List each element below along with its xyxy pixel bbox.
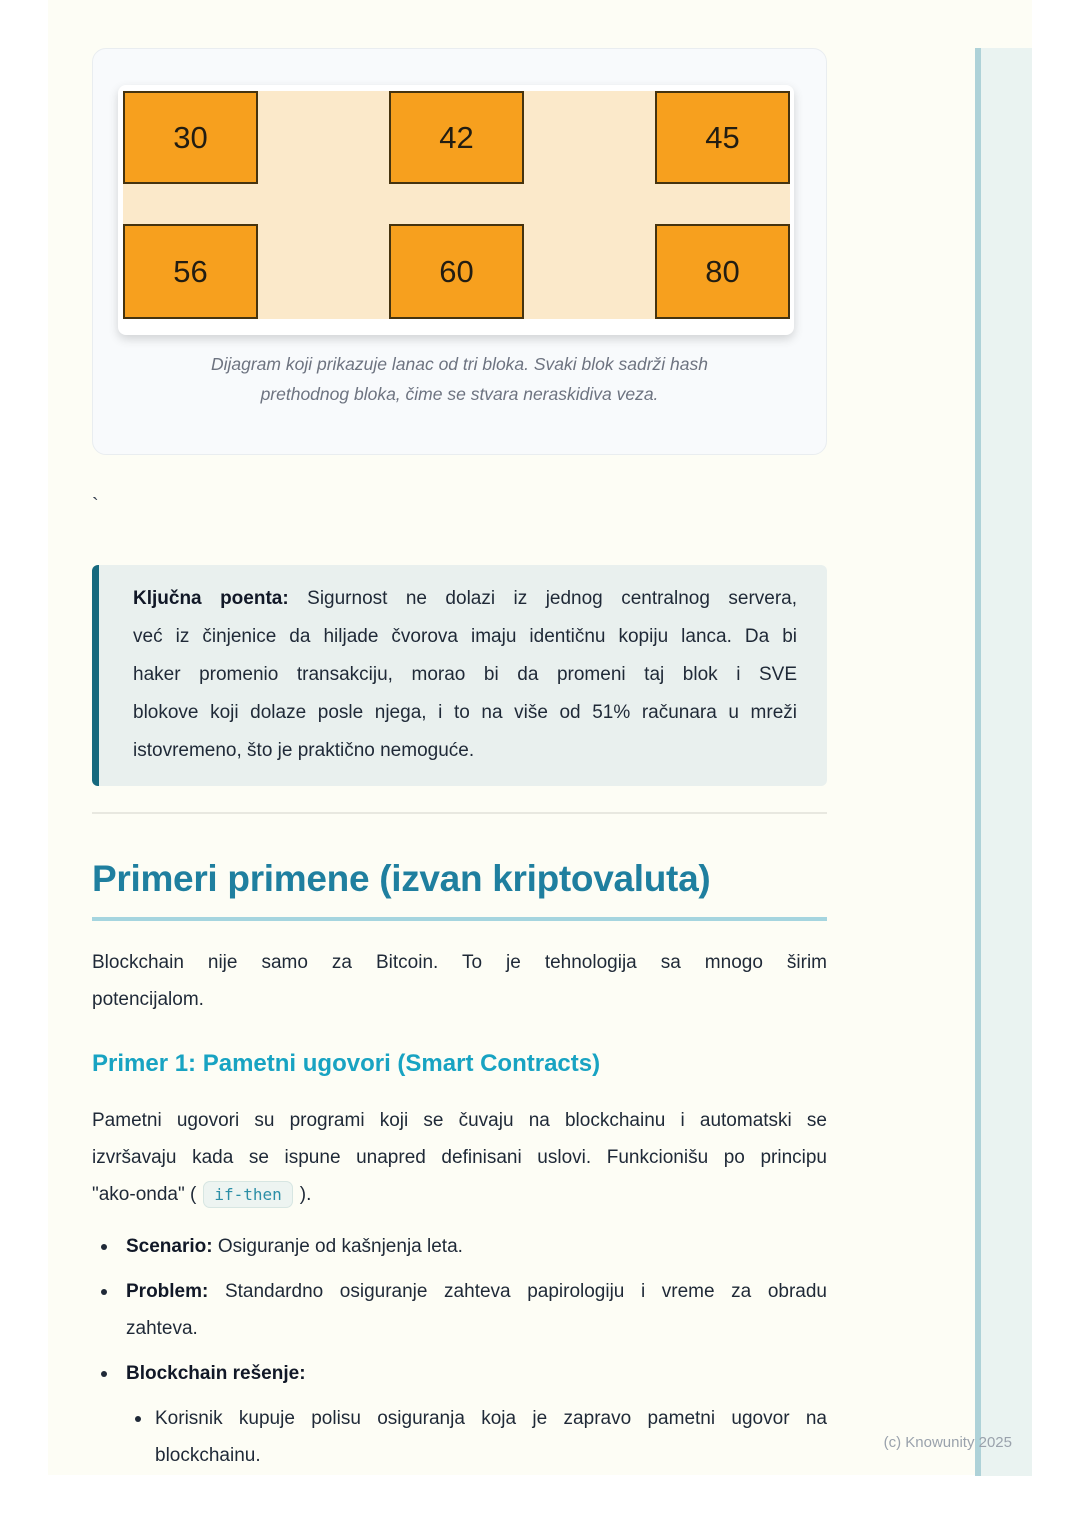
paragraph-text: "ako-onda" ( <box>92 1184 197 1205</box>
diagram-block: 60 <box>389 224 524 319</box>
callout-line: istovremeno, što je praktično nemoguće. <box>133 740 475 761</box>
diagram-block: 42 <box>389 91 524 184</box>
list-item-text: Standardno osiguranje zahteva papirologiju i vreme za obradu <box>224 1281 827 1302</box>
list-item <box>92 1273 827 1347</box>
callout-label: Ključna poenta: <box>133 588 289 609</box>
bullet-icon <box>101 1371 107 1377</box>
figure-card <box>92 48 827 455</box>
list-item-label: Blockchain rešenje: <box>126 1363 306 1384</box>
key-point-callout <box>92 565 827 786</box>
diagram-block: 30 <box>123 91 258 184</box>
bullet-list <box>92 1228 827 1482</box>
paragraph-line: Blockchain nije samo za Bitcoin. To je tehnologija sa mnogo širim <box>92 952 827 973</box>
list-item-text: Osiguranje od kašnjenja leta. <box>217 1236 463 1257</box>
callout-text: Sigurnost ne dolazi iz jednog centralnog servera, <box>307 588 798 609</box>
paragraph-line: potencijalom. <box>92 989 204 1010</box>
paragraph-line <box>92 1176 827 1213</box>
list-item-label: Problem: <box>126 1281 209 1302</box>
list-item-body <box>126 1355 827 1474</box>
list-item-line <box>126 1273 827 1310</box>
diagram-block: 80 <box>655 224 790 319</box>
diagram-block: 45 <box>655 91 790 184</box>
example-subheading: Primer 1: Pametni ugovori (Smart Contracts) <box>92 1050 601 1077</box>
list-item-line: zahteva. <box>126 1318 198 1339</box>
list-item-body <box>126 1228 827 1265</box>
bullet-icon <box>101 1244 107 1250</box>
stray-backtick: ` <box>92 495 99 517</box>
paragraph-line: Pametni ugovori su programi koji se čuvaju na blockchainu i automatski se <box>92 1110 827 1131</box>
callout-line <box>133 580 797 618</box>
diagram-block: 56 <box>123 224 258 319</box>
figure-caption-line: prethodnog bloka, čime se stvara neraskidiva veza. <box>260 384 659 404</box>
paragraph-text: ). <box>299 1184 312 1205</box>
inline-code: if-then <box>203 1181 292 1208</box>
nested-bullet-list <box>126 1400 827 1474</box>
section-divider <box>92 812 827 814</box>
list-item <box>92 1228 827 1265</box>
figure-caption-line: Dijagram koji prikazuje lanac od tri bloka. Svaki blok sadrži hash <box>210 354 709 374</box>
smart-contracts-paragraph <box>92 1102 827 1213</box>
bullet-icon <box>135 1416 141 1422</box>
figure-caption <box>93 349 826 409</box>
list-item-body <box>126 1273 827 1347</box>
right-edge-strip <box>975 48 1032 1476</box>
intro-paragraph <box>92 944 827 1018</box>
callout-line: već iz činjenice da hiljade čvorova imaju identičnu kopiju lanca. Da bi <box>133 626 797 647</box>
blockchain-diagram <box>123 91 790 319</box>
callout-line: haker promenio transakciju, morao bi da promeni taj blok i SVE <box>133 664 797 685</box>
list-item-label: Scenario: <box>126 1236 213 1257</box>
figure-image-frame <box>118 85 794 335</box>
nested-list-item <box>126 1400 827 1474</box>
list-item-line: blockchainu. <box>155 1445 261 1466</box>
list-item-line: Korisnik kupuje polisu osiguranja koja je zapravo pametni ugovor na <box>155 1408 827 1429</box>
callout-line: blokove koji dolaze posle njega, i to na više od 51% računara u mreži <box>133 702 797 723</box>
nested-list-item-body <box>155 1400 827 1474</box>
copyright-footer: (c) Knowunity 2025 <box>883 1434 1012 1451</box>
bullet-icon <box>101 1289 107 1295</box>
paragraph-line: izvršavaju kada se ispune unapred definisani uslovi. Funkcionišu po principu <box>92 1147 827 1168</box>
section-heading: Primeri primene (izvan kriptovaluta) <box>92 858 827 921</box>
list-item <box>92 1355 827 1474</box>
